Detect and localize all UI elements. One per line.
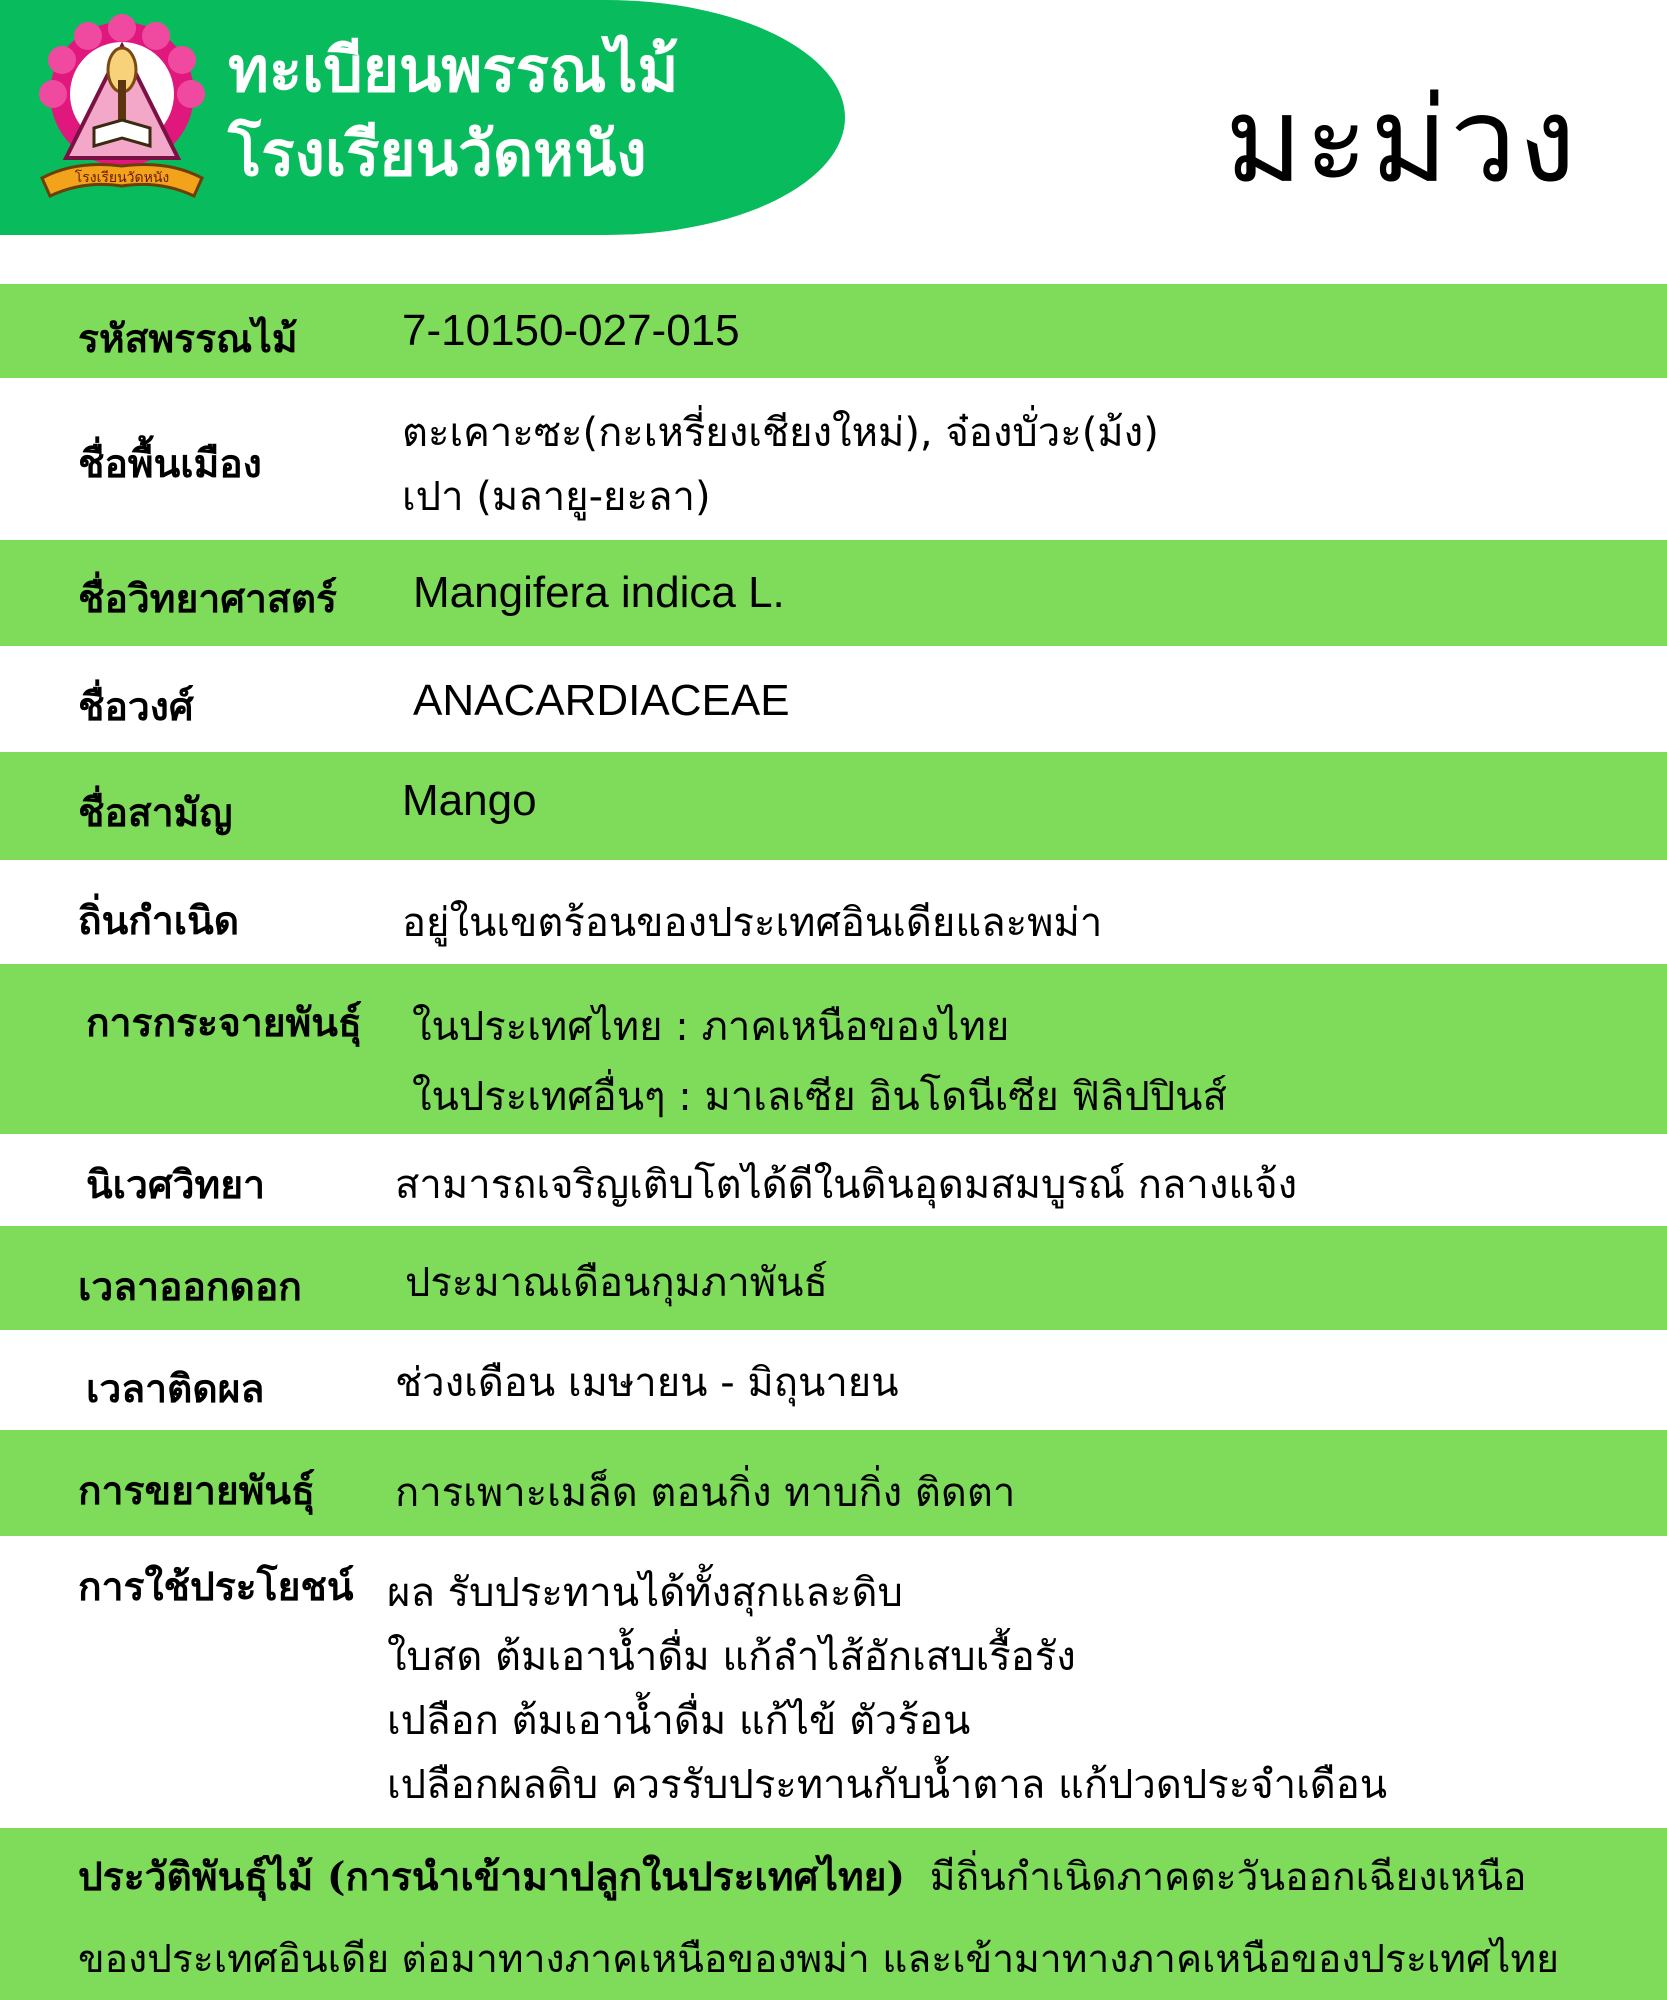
value-propagation: การเพาะเมล็ด ตอนกิ่ง ทาบกิ่ง ติดตา (395, 1470, 1016, 1516)
row-local-name (0, 378, 1667, 540)
row-family (0, 646, 1667, 752)
value-uses-line-3: เปลือก ต้มเอาน้ำดื่ม แก้ไข้ ตัวร้อน (387, 1698, 971, 1744)
row-origin (0, 860, 1667, 964)
row-scientific-name (0, 540, 1667, 646)
label-distribution: การกระจายพันธุ์ (86, 1000, 362, 1046)
title-line-2: โรงเรียนวัดหนัง (228, 117, 647, 190)
value-distribution-line-1: ในประเทศไทย : ภาคเหนือของไทย (412, 1004, 1010, 1050)
row-distribution (0, 964, 1667, 1134)
label-ecology: นิเวศวิทยา (86, 1162, 266, 1208)
value-scientific-name: Mangifera indica L. (413, 568, 785, 617)
label-family: ชื่อวงศ์ (78, 684, 194, 730)
label-plant-code: รหัสพรรณไม้ (78, 316, 298, 362)
school-title (228, 28, 828, 196)
history-text-1: มีถิ่นกำเนิดภาคตะวันออกเฉียงเหนือ (929, 1855, 1527, 1900)
value-distribution-line-2: ในประเทศอื่นๆ : มาเลเซีย อินโดนีเซีย ฟิลิปปินส์ (412, 1074, 1227, 1120)
value-local-name-line-1: ตะเคาะซะ(กะเหรี่ยงเชียงใหม่), จ๋องบั่วะ(ม้ง) (402, 410, 1159, 456)
label-local-name: ชื่อพื้นเมือง (78, 441, 262, 487)
value-common-name: Mango (402, 776, 537, 825)
row-flowering (0, 1226, 1667, 1330)
header (0, 0, 1667, 250)
label-common-name: ชื่อสามัญ (78, 790, 233, 836)
value-uses-line-4: เปลือกผลดิบ ควรรับประทานกับน้ำตาล แก้ปวดประจำเดือน (387, 1762, 1388, 1808)
row-plant-code (0, 284, 1667, 378)
label-uses: การใช้ประโยชน์ (78, 1564, 354, 1610)
row-uses (0, 1536, 1667, 1828)
label-scientific-name: ชื่อวิทยาศาสตร์ (78, 576, 337, 622)
value-local-name-line-2: เปา (มลายู-ยะลา) (402, 474, 711, 520)
label-flowering: เวลาออกดอก (78, 1264, 302, 1310)
value-family: ANACARDIACEAE (413, 676, 790, 725)
value-flowering: ประมาณเดือนกุมภาพันธ์ (405, 1260, 828, 1306)
row-ecology (0, 1134, 1667, 1226)
row-fruiting (0, 1330, 1667, 1430)
label-propagation: การขยายพันธุ์ (78, 1468, 315, 1514)
history-section (0, 1828, 1667, 2000)
history-line-2: ของประเทศอินเดีย ต่อมาทางภาคเหนือของพม่า และเข้ามาทางภาคเหนือของประเทศไทย (78, 1937, 1559, 1982)
school-emblem-icon (36, 10, 208, 210)
value-ecology: สามารถเจริญเติบโตได้ดีในดินอุดมสมบูรณ์ กลางแจ้ง (395, 1162, 1298, 1208)
label-origin: ถิ่นกำเนิด (78, 898, 240, 944)
value-uses-line-1: ผล รับประทานได้ทั้งสุกและดิบ (387, 1570, 903, 1616)
history-line-1 (78, 1846, 1526, 1908)
value-plant-code: 7-10150-027-015 (402, 306, 740, 355)
row-propagation (0, 1430, 1667, 1536)
history-label: ประวัติพันธุ์ไม้ (การนำเข้ามาปลูกในประเทศไทย) (78, 1854, 905, 1900)
svg-text:โรงเรียนวัดหนัง: โรงเรียนวัดหนัง (74, 170, 170, 186)
title-line-1: ทะเบียนพรรณไม้ (228, 33, 679, 106)
value-fruiting: ช่วงเดือน เมษายน - มิถุนายน (395, 1360, 899, 1406)
label-fruiting: เวลาติดผล (86, 1366, 265, 1412)
plant-name: มะม่วง (1225, 71, 1578, 209)
value-uses-line-2: ใบสด ต้มเอาน้ำดื่ม แก้ลำไส้อักเสบเรื้อรัง (387, 1634, 1076, 1680)
value-origin: อยู่ในเขตร้อนของประเทศอินเดียและพม่า (402, 900, 1103, 946)
row-common-name (0, 752, 1667, 860)
